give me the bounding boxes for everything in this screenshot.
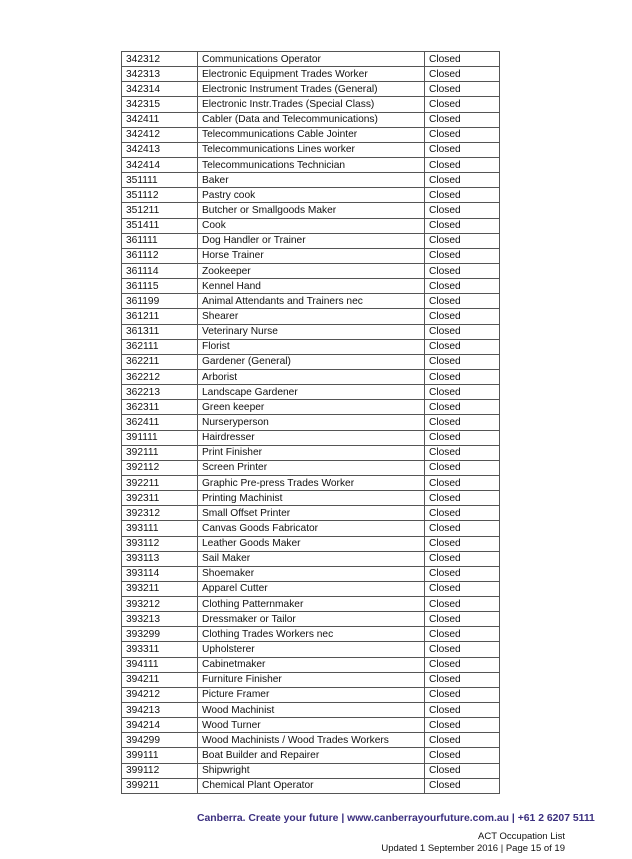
occupation-name: Shipwright — [198, 763, 425, 778]
occupation-code: 393112 — [122, 536, 198, 551]
occupation-code: 392311 — [122, 491, 198, 506]
occupation-status: Closed — [425, 97, 500, 112]
table-row — [122, 52, 500, 67]
occupation-status: Closed — [425, 157, 500, 172]
table-row — [122, 82, 500, 97]
occupation-status: Closed — [425, 627, 500, 642]
occupation-status: Closed — [425, 324, 500, 339]
occupation-code: 392111 — [122, 445, 198, 460]
table-row — [122, 354, 500, 369]
occupation-code: 392211 — [122, 475, 198, 490]
table-row — [122, 218, 500, 233]
occupation-status: Closed — [425, 551, 500, 566]
occupation-name: Leather Goods Maker — [198, 536, 425, 551]
occupation-status: Closed — [425, 400, 500, 415]
occupation-status: Closed — [425, 536, 500, 551]
table-row — [122, 97, 500, 112]
occupation-status: Closed — [425, 672, 500, 687]
occupation-name: Telecommunications Cable Jointer — [198, 127, 425, 142]
occupation-name: Shoemaker — [198, 566, 425, 581]
occupation-code: 362111 — [122, 339, 198, 354]
occupation-name: Zookeeper — [198, 263, 425, 278]
occupation-code: 392112 — [122, 460, 198, 475]
occupation-status: Closed — [425, 173, 500, 188]
occupation-code: 342412 — [122, 127, 198, 142]
occupation-status: Closed — [425, 748, 500, 763]
occupation-name: Florist — [198, 339, 425, 354]
occupation-name: Sail Maker — [198, 551, 425, 566]
occupation-status: Closed — [425, 203, 500, 218]
occupation-status: Closed — [425, 188, 500, 203]
occupation-code: 394211 — [122, 672, 198, 687]
table-row — [122, 460, 500, 475]
occupation-status: Closed — [425, 521, 500, 536]
occupation-table-body — [122, 52, 500, 794]
occupation-name: Kennel Hand — [198, 279, 425, 294]
occupation-status: Closed — [425, 430, 500, 445]
occupation-name: Apparel Cutter — [198, 581, 425, 596]
occupation-status: Closed — [425, 445, 500, 460]
occupation-name: Clothing Trades Workers nec — [198, 627, 425, 642]
occupation-code: 393311 — [122, 642, 198, 657]
occupation-code: 399211 — [122, 778, 198, 793]
table-row — [122, 642, 500, 657]
table-row — [122, 657, 500, 672]
occupation-name: Chemical Plant Operator — [198, 778, 425, 793]
occupation-name: Upholsterer — [198, 642, 425, 657]
occupation-name: Pastry cook — [198, 188, 425, 203]
table-row — [122, 279, 500, 294]
occupation-code: 394299 — [122, 733, 198, 748]
occupation-status: Closed — [425, 597, 500, 612]
table-row — [122, 627, 500, 642]
occupation-name: Cabinetmaker — [198, 657, 425, 672]
table-row — [122, 475, 500, 490]
table-row — [122, 597, 500, 612]
table-row — [122, 566, 500, 581]
occupation-code: 342413 — [122, 142, 198, 157]
occupation-code: 351211 — [122, 203, 198, 218]
occupation-status: Closed — [425, 248, 500, 263]
occupation-name: Clothing Patternmaker — [198, 597, 425, 612]
occupation-status: Closed — [425, 506, 500, 521]
occupation-code: 392312 — [122, 506, 198, 521]
occupation-status: Closed — [425, 763, 500, 778]
occupation-name: Communications Operator — [198, 52, 425, 67]
occupation-name: Wood Machinist — [198, 703, 425, 718]
occupation-name: Cabler (Data and Telecommunications) — [198, 112, 425, 127]
occupation-code: 361311 — [122, 324, 198, 339]
occupation-code: 393113 — [122, 551, 198, 566]
occupation-name: Shearer — [198, 309, 425, 324]
occupation-code: 362213 — [122, 385, 198, 400]
occupation-status: Closed — [425, 657, 500, 672]
occupation-name: Electronic Instrument Trades (General) — [198, 82, 425, 97]
occupation-status: Closed — [425, 294, 500, 309]
occupation-status: Closed — [425, 309, 500, 324]
occupation-status: Closed — [425, 718, 500, 733]
table-row — [122, 142, 500, 157]
occupation-name: Cook — [198, 218, 425, 233]
occupation-name: Picture Framer — [198, 687, 425, 702]
occupation-code: 362211 — [122, 354, 198, 369]
occupation-name: Canvas Goods Fabricator — [198, 521, 425, 536]
occupation-name: Telecommunications Lines worker — [198, 142, 425, 157]
table-row — [122, 203, 500, 218]
table-row — [122, 506, 500, 521]
occupation-code: 362311 — [122, 400, 198, 415]
occupation-status: Closed — [425, 642, 500, 657]
occupation-code: 342411 — [122, 112, 198, 127]
occupation-code: 393211 — [122, 581, 198, 596]
occupation-code: 342414 — [122, 157, 198, 172]
occupation-name: Wood Turner — [198, 718, 425, 733]
table-row — [122, 233, 500, 248]
table-row — [122, 612, 500, 627]
table-row — [122, 778, 500, 793]
occupation-code: 361211 — [122, 309, 198, 324]
occupation-name: Graphic Pre-press Trades Worker — [198, 475, 425, 490]
occupation-code: 393111 — [122, 521, 198, 536]
footer-updated: Updated 1 September 2016 | Page 15 of 19 — [381, 843, 565, 854]
table-row — [122, 445, 500, 460]
occupation-name: Printing Machinist — [198, 491, 425, 506]
table-row — [122, 581, 500, 596]
occupation-status: Closed — [425, 127, 500, 142]
table-row — [122, 309, 500, 324]
occupation-name: Veterinary Nurse — [198, 324, 425, 339]
occupation-name: Animal Attendants and Trainers nec — [198, 294, 425, 309]
occupation-status: Closed — [425, 52, 500, 67]
occupation-name: Green keeper — [198, 400, 425, 415]
occupation-status: Closed — [425, 733, 500, 748]
table-row — [122, 491, 500, 506]
occupation-name: Nurseryperson — [198, 415, 425, 430]
occupation-code: 362212 — [122, 369, 198, 384]
occupation-code: 393299 — [122, 627, 198, 642]
occupation-name: Screen Printer — [198, 460, 425, 475]
occupation-status: Closed — [425, 369, 500, 384]
occupation-status: Closed — [425, 687, 500, 702]
table-row — [122, 733, 500, 748]
occupation-status: Closed — [425, 475, 500, 490]
table-row — [122, 551, 500, 566]
table-row — [122, 157, 500, 172]
occupation-code: 391111 — [122, 430, 198, 445]
occupation-name: Furniture Finisher — [198, 672, 425, 687]
occupation-code: 394213 — [122, 703, 198, 718]
occupation-name: Telecommunications Technician — [198, 157, 425, 172]
footer-doc-info — [381, 831, 565, 855]
occupation-name: Baker — [198, 173, 425, 188]
occupation-status: Closed — [425, 415, 500, 430]
occupation-name: Horse Trainer — [198, 248, 425, 263]
table-row — [122, 385, 500, 400]
occupation-code: 393213 — [122, 612, 198, 627]
occupation-name: Electronic Instr.Trades (Special Class) — [198, 97, 425, 112]
table-row — [122, 687, 500, 702]
occupation-status: Closed — [425, 581, 500, 596]
occupation-status: Closed — [425, 778, 500, 793]
table-row — [122, 263, 500, 278]
occupation-code: 361115 — [122, 279, 198, 294]
occupation-status: Closed — [425, 354, 500, 369]
occupation-status: Closed — [425, 112, 500, 127]
occupation-name: Gardener (General) — [198, 354, 425, 369]
occupation-status: Closed — [425, 612, 500, 627]
occupation-code: 393114 — [122, 566, 198, 581]
occupation-table — [121, 51, 500, 794]
occupation-status: Closed — [425, 566, 500, 581]
occupation-code: 342315 — [122, 97, 198, 112]
occupation-code: 394212 — [122, 687, 198, 702]
occupation-name: Arborist — [198, 369, 425, 384]
occupation-status: Closed — [425, 263, 500, 278]
occupation-status: Closed — [425, 82, 500, 97]
occupation-code: 394111 — [122, 657, 198, 672]
occupation-code: 351112 — [122, 188, 198, 203]
table-row — [122, 415, 500, 430]
occupation-code: 361111 — [122, 233, 198, 248]
occupation-code: 361112 — [122, 248, 198, 263]
table-row — [122, 112, 500, 127]
occupation-code: 342312 — [122, 52, 198, 67]
occupation-code: 351111 — [122, 173, 198, 188]
table-row — [122, 188, 500, 203]
occupation-status: Closed — [425, 218, 500, 233]
table-row — [122, 67, 500, 82]
occupation-name: Butcher or Smallgoods Maker — [198, 203, 425, 218]
occupation-name: Hairdresser — [198, 430, 425, 445]
table-row — [122, 127, 500, 142]
table-row — [122, 718, 500, 733]
occupation-name: Small Offset Printer — [198, 506, 425, 521]
occupation-status: Closed — [425, 233, 500, 248]
occupation-code: 394214 — [122, 718, 198, 733]
occupation-code: 362411 — [122, 415, 198, 430]
table-row — [122, 430, 500, 445]
table-row — [122, 536, 500, 551]
table-row — [122, 324, 500, 339]
table-row — [122, 339, 500, 354]
occupation-status: Closed — [425, 703, 500, 718]
footer-doc-title: ACT Occupation List — [478, 831, 565, 842]
table-row — [122, 748, 500, 763]
footer-brand-line: Canberra. Create your future | www.canberrayourfuture.com.au | +61 2 6207 5111 — [197, 813, 595, 824]
table-row — [122, 521, 500, 536]
table-row — [122, 294, 500, 309]
occupation-status: Closed — [425, 279, 500, 294]
occupation-name: Dog Handler or Trainer — [198, 233, 425, 248]
occupation-status: Closed — [425, 491, 500, 506]
occupation-status: Closed — [425, 385, 500, 400]
occupation-code: 361199 — [122, 294, 198, 309]
occupation-name: Dressmaker or Tailor — [198, 612, 425, 627]
table-row — [122, 369, 500, 384]
occupation-name: Wood Machinists / Wood Trades Workers — [198, 733, 425, 748]
occupation-code: 342313 — [122, 67, 198, 82]
occupation-name: Landscape Gardener — [198, 385, 425, 400]
occupation-status: Closed — [425, 67, 500, 82]
occupation-name: Print Finisher — [198, 445, 425, 460]
occupation-code: 393212 — [122, 597, 198, 612]
occupation-status: Closed — [425, 142, 500, 157]
occupation-code: 351411 — [122, 218, 198, 233]
table-row — [122, 173, 500, 188]
table-row — [122, 400, 500, 415]
occupation-code: 361114 — [122, 263, 198, 278]
occupation-code: 399112 — [122, 763, 198, 778]
table-row — [122, 248, 500, 263]
occupation-status: Closed — [425, 339, 500, 354]
table-row — [122, 703, 500, 718]
occupation-code: 399111 — [122, 748, 198, 763]
occupation-name: Electronic Equipment Trades Worker — [198, 67, 425, 82]
occupation-code: 342314 — [122, 82, 198, 97]
occupation-status: Closed — [425, 460, 500, 475]
table-row — [122, 763, 500, 778]
occupation-name: Boat Builder and Repairer — [198, 748, 425, 763]
table-row — [122, 672, 500, 687]
